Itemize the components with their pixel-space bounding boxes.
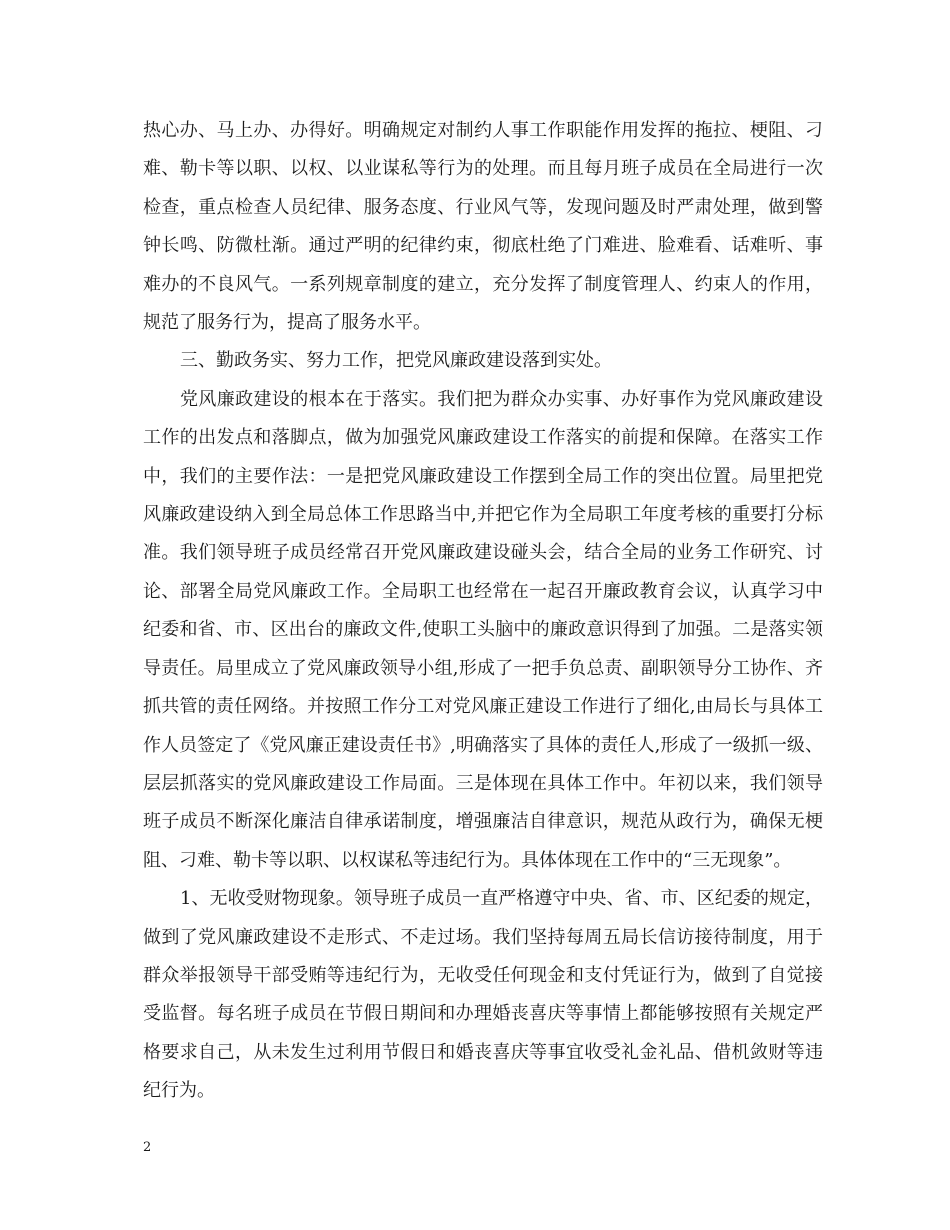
document-body	[143, 112, 823, 1111]
paragraph-4: 1、无收受财物现象。领导班子成员一直严格遵守中央、省、市、区纪委的规定，做到了党风廉政建设不走形式、不走过场。我们坚持每周五局长信访接待制度，用于群众举报领导干部受贿等违纪行为，无收受任何现金和支付凭证行为，做到了自觉接受监督。每名班子成员在节假日期间和办理婚丧喜庆等事情上都能够按照有关规定严格要求自己，从未发生过利用节假日和婚丧喜庆等事宜收受礼金礼品、借机敛财等违纪行为。	[143, 888, 823, 1102]
section-heading-three: 三、勤政务实、努力工作，把党风廉政建设落到实处。	[180, 350, 612, 372]
paragraph-1: 热心办、马上办、办得好。明确规定对制约人事工作职能作用发挥的拖拉、梗阻、刁难、勒卡等以职、以权、以业谋私等行为的处理。而且每月班子成员在全局进行一次检查，重点检查人员纪律、服务态度、行业风气等，发现问题及时严肃处理，做到警钟长鸣、防微杜渐。通过严明的纪律约束，彻底杜绝了门难进、脸难看、话难听、事难办的不良风气。一系列规章制度的建立，充分发挥了制度管理人、约束人的作用，规范了服务行为，提高了服务水平。	[143, 120, 823, 334]
paragraph-3: 党风廉政建设的根本在于落实。我们把为群众办实事、办好事作为党风廉政建设工作的出发点和落脚点，做为加强党风廉政建设工作落实的前提和保障。在落实工作中，我们的主要作法：一是把党风廉政建设工作摆到全局工作的突出位置。局里把党风廉政建设纳入到全局总体工作思路当中,并把它作为全局职工年度考核的重要打分标准。我们领导班子成员经常召开党风廉政建设碰头会，结合全局的业务工作研究、讨论、部署全局党风廉政工作。全局职工也经常在一起召开廉政教育会议，认真学习中纪委和省、市、区出台的廉政文件,使职工头脑中的廉政意识得到了加强。二是落实领导责任。局里成立了党风廉政领导小组,形成了一把手负总责、副职领导分工协作、齐抓共管的责任网络。并按照工作分工对党风廉正建设工作进行了细化,由局长与具体工作人员签定了《党风廉正建设责任书》,明确落实了具体的责任人,形成了一级抓一级、层层抓落实的党风廉政建设工作局面。三是体现在具体工作中。年初以来，我们领导班子成员不断深化廉洁自律承诺制度，增强廉洁自律意识，规范从政行为，确保无梗阻、刁难、勒卡等以职、以权谋私等违纪行为。具体体现在工作中的“三无现象”。	[143, 388, 823, 871]
page-number: 2	[143, 1140, 152, 1155]
